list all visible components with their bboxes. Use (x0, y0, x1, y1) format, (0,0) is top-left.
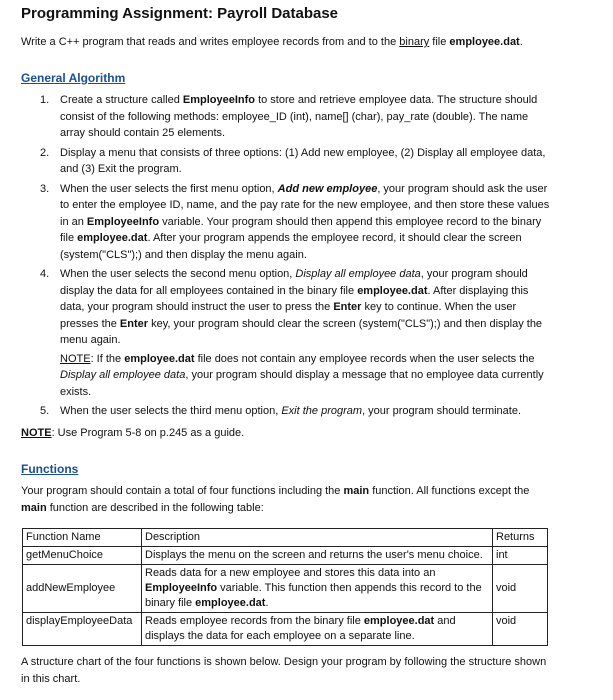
cell-description: Reads data for a new employee and stores this data into an EmployeeInfo variable. This function then appends this record to the binary file employee.dat. (142, 565, 493, 613)
item-note: NOTE: If the employee.dat file does not contain any employee records when the user selects the Display all employee data, your program should display a message that no employee data currently exists. (60, 352, 544, 398)
functions-table (22, 528, 548, 646)
guide-note: NOTE: Use Program 5-8 on p.245 as a guide. (21, 427, 245, 439)
intro-paragraph: Write a C++ program that reads and writes employee records from and to the binary file employee.dat. (21, 36, 523, 48)
cell-description: Displays the menu on the screen and returns the user's menu choice. (142, 547, 493, 565)
cell-function-name: addNewEmployee (23, 565, 142, 613)
section-heading-general-algorithm: General Algorithm (21, 71, 126, 85)
footer-paragraph: A structure chart of the four functions is shown below. Design your program by following the structure shown in this chart. (21, 656, 547, 685)
section-heading-functions: Functions (21, 462, 79, 476)
cell-returns: void (493, 613, 548, 646)
cell-function-name: displayEmployeeData (23, 613, 142, 646)
list-item: 2. Display a menu that consists of three options: (1) Add new employee, (2) Display all employee data, and (3) Exit the program. (40, 146, 546, 175)
cell-returns: void (493, 565, 548, 613)
table-header-row (23, 529, 548, 547)
cell-returns: int (493, 547, 548, 565)
list-item: 3. When the user selects the first menu option, Add new employee, your program should ask the user to enter the employee ID, name, and the pay rate for the new employee, and then store these values in an EmployeeInfo variable. Your program should then append this employee record to the binary file employee.dat. After your program appends the employee record, it should clear the screen (system("CLS");) and then display the menu again. (40, 182, 550, 261)
cell-description: Reads employee records from the binary file employee.dat and displays the data for each employee on a separate line. (142, 613, 493, 646)
list-item: 5. When the user selects the third menu option, Exit the program, your program should terminate. (40, 405, 522, 417)
col-header-returns: Returns (493, 529, 548, 547)
algorithm-list (40, 92, 552, 423)
col-header-function-name: Function Name (23, 529, 142, 547)
page-title: Programming Assignment: Payroll Database (21, 5, 339, 22)
table-row (23, 613, 548, 646)
list-item: 4. When the user selects the second menu option, Display all employee data, your program should display the data for all employees contained in the binary file employee.dat. After displaying this data, your program should instruct the user to press the Enter key to continue. When the user presses the Enter key, your program should clear the screen (system("CLS");) and then display the menu again. NOTE: If the employee.dat file does not contain any employee records when the user selects the Display all employee data, your program should display a message that no employee data currently exists. (40, 266, 552, 400)
col-header-description: Description (142, 529, 493, 547)
functions-intro: Your program should contain a total of four functions including the main function. All functions except the main function are described in the following table: (21, 485, 530, 514)
file-name: employee.dat (449, 36, 520, 48)
binary-underlined: binary (399, 36, 430, 48)
table-row (23, 565, 548, 613)
table-row (23, 547, 548, 565)
list-item: 1. Create a structure called EmployeeInfo to store and retrieve employee data. The structure should consist of the following methods: employee_ID (int), name[] (char), pay_rate (double). The name array should contain 25 elements. (40, 94, 538, 139)
cell-function-name: getMenuChoice (23, 547, 142, 565)
